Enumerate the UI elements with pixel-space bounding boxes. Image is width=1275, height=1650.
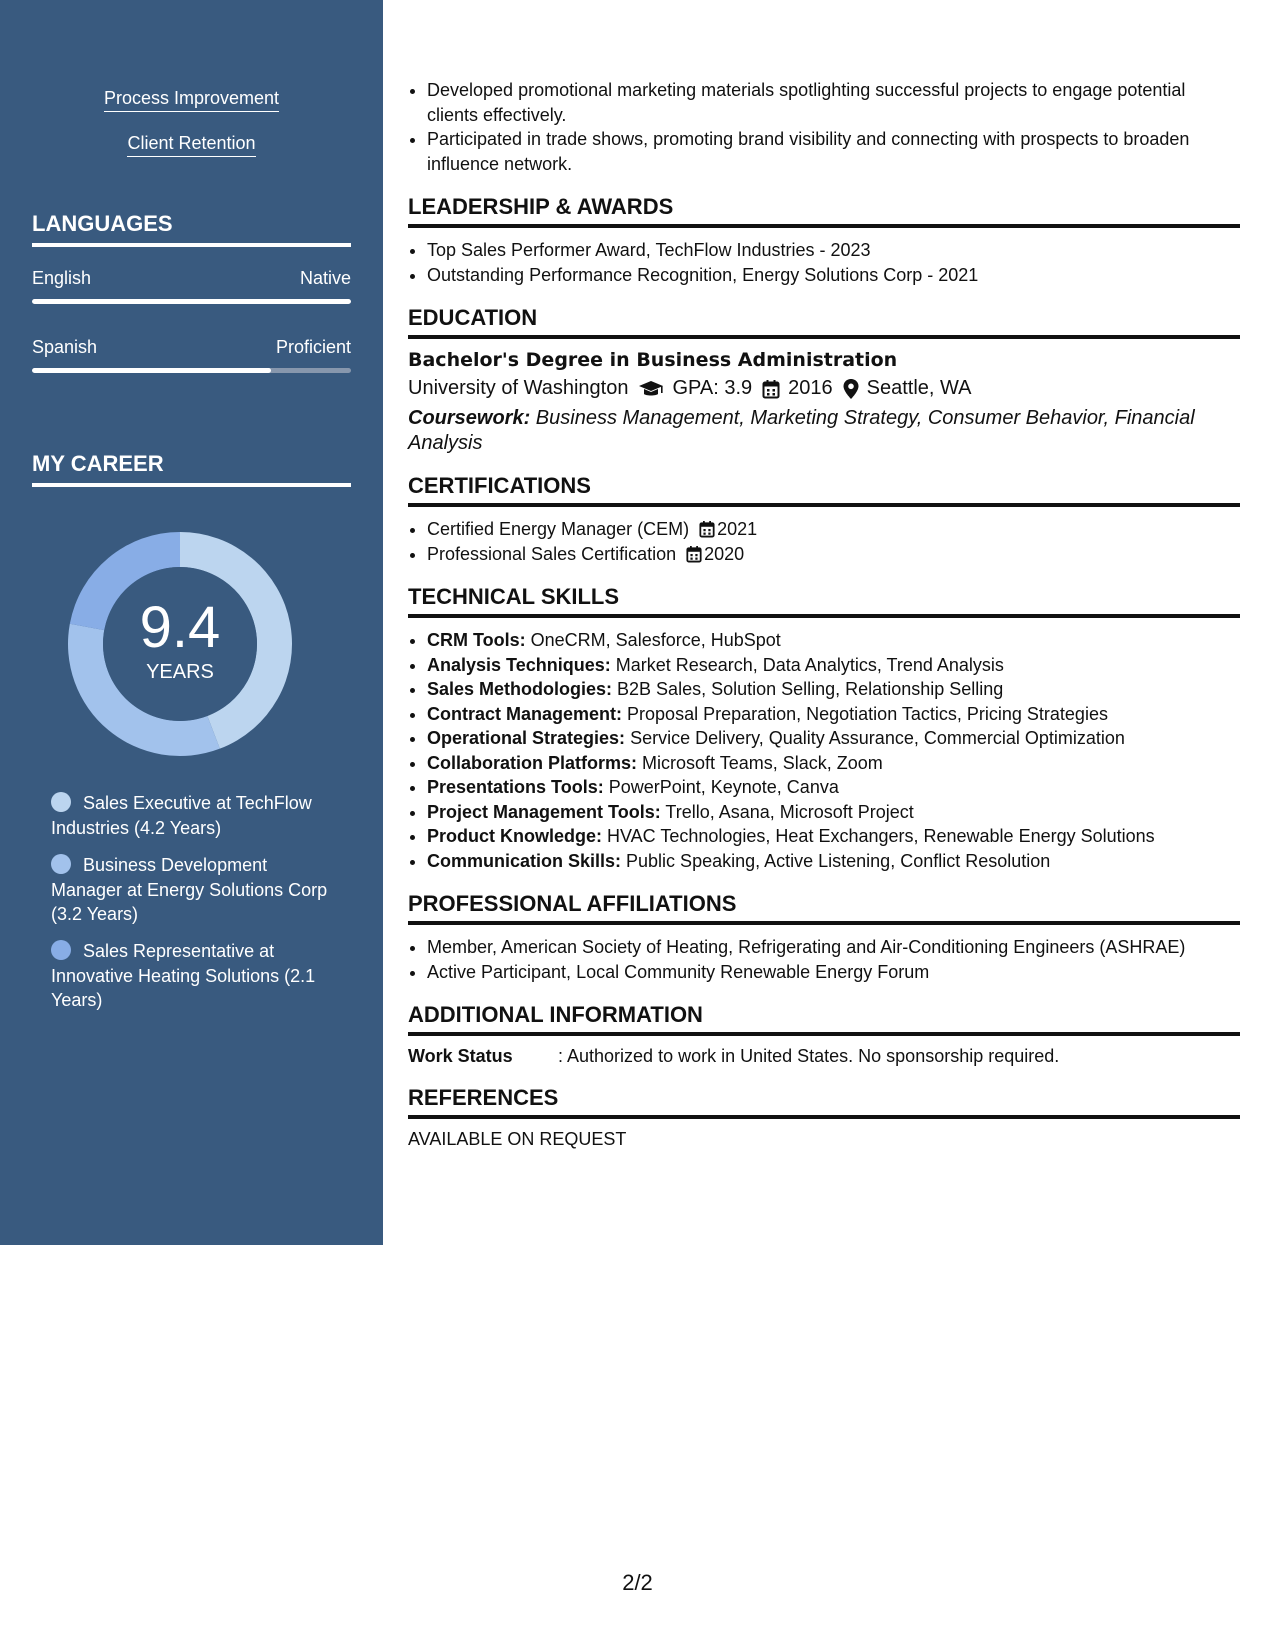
donut-center — [65, 529, 295, 759]
school-name: University of Washington — [408, 377, 629, 399]
certifications-list — [408, 517, 1240, 566]
certification-item — [427, 542, 1240, 567]
skill-category: Sales Methodologies: — [427, 679, 613, 699]
technical-skill-item — [427, 849, 1240, 874]
certification-year: 2021 — [717, 519, 758, 539]
career-item-label: Sales Representative at Innovative Heating Solutions (2.1 Years) — [51, 941, 316, 1010]
language-level: Proficient — [275, 337, 351, 357]
legend-dot-icon — [51, 940, 71, 960]
career-item — [51, 939, 341, 1013]
certification-item — [427, 517, 1240, 542]
school-location: Seattle, WA — [866, 377, 972, 399]
language-name: Spanish — [32, 337, 98, 357]
skill-category: Operational Strategies: — [427, 728, 626, 748]
legend-dot-icon — [51, 854, 71, 874]
calendar-icon — [686, 545, 702, 563]
certifications-heading: CERTIFICATIONS — [408, 473, 1240, 507]
skill-values: B2B Sales, Solution Selling, Relationship Selling — [612, 679, 1004, 699]
language-row — [32, 268, 351, 289]
technical-skill-item — [427, 677, 1240, 702]
coursework — [408, 406, 1240, 455]
skill-category: CRM Tools: — [427, 630, 526, 650]
technical-skill-item — [427, 628, 1240, 653]
graduation-cap-icon — [638, 379, 664, 399]
leadership-heading: LEADERSHIP & AWARDS — [408, 194, 1240, 228]
skill-category: Project Management Tools: — [427, 801, 661, 822]
calendar-icon — [699, 520, 715, 538]
main-content — [408, 78, 1240, 1150]
skill-tag — [0, 88, 383, 112]
gpa-value: GPA: 3.9 — [672, 377, 753, 399]
work-status-value: : Authorized to work in United States. No sponsorship required. — [558, 1046, 1060, 1066]
skill-values: Microsoft Teams, Slack, Zoom — [637, 752, 883, 773]
education-details — [408, 377, 1240, 400]
location-pin-icon — [843, 379, 859, 399]
career-donut-chart — [65, 529, 295, 759]
skill-values: HVAC Technologies, Heat Exchangers, Renewable Energy Solutions — [602, 826, 1155, 846]
references-heading: REFERENCES — [408, 1085, 1240, 1119]
technical-skill-item — [427, 702, 1240, 727]
certification-year: 2020 — [704, 543, 745, 564]
affiliations-list — [408, 935, 1240, 984]
certification-name: Certified Energy Manager (CEM) — [427, 519, 690, 539]
affiliation-item: • Member, American Society of Heating, Refrigerating and Air-Conditioning Engineers (ASHRAE) — [427, 935, 1240, 960]
career-item-label: Sales Executive at TechFlow Industries (4.2 Years) — [51, 793, 312, 838]
technical-skill-item — [427, 726, 1240, 751]
certification-name: Professional Sales Certification — [427, 543, 677, 564]
technical-skill-item — [427, 653, 1240, 678]
leadership-list — [408, 238, 1240, 287]
skill-category: Product Knowledge: — [427, 826, 602, 846]
skill-category: Collaboration Platforms: — [427, 752, 638, 773]
education-heading: EDUCATION — [408, 305, 1240, 339]
career-unit: YEARS — [146, 660, 214, 683]
affiliations-heading: PROFESSIONAL AFFILIATIONS — [408, 891, 1240, 925]
skill-label: Process Improvement — [104, 88, 279, 112]
skill-label: Client Retention — [127, 133, 255, 157]
career-heading: MY CAREER — [32, 451, 351, 487]
language-bar-fill — [32, 368, 271, 373]
technical-skill-item — [427, 775, 1240, 800]
language-level: Native — [299, 268, 351, 288]
sidebar — [0, 0, 383, 1245]
skill-values: PowerPoint, Keynote, Canva — [603, 777, 839, 797]
technical-skills-heading: TECHNICAL SKILLS — [408, 584, 1240, 618]
career-item-label: Business Development Manager at Energy Solutions Corp (3.2 Years) — [51, 855, 328, 924]
language-row — [32, 337, 351, 358]
skill-values: Trello, Asana, Microsoft Project — [660, 801, 914, 822]
career-item — [51, 853, 341, 927]
experience-bullets — [408, 78, 1240, 176]
leadership-item: • Top Sales Performer Award, TechFlow Industries - 2023 — [427, 238, 1240, 263]
skill-category: Contract Management: — [427, 703, 623, 724]
career-item — [51, 791, 341, 840]
experience-bullet: • Developed promotional marketing materials spotlighting successful projects to engage potential clients effectively. — [427, 78, 1240, 127]
languages-heading: LANGUAGES — [32, 211, 351, 247]
skill-values: Market Research, Data Analytics, Trend Analysis — [610, 654, 1004, 675]
language-bar-fill — [32, 299, 351, 304]
technical-skill-item — [427, 800, 1240, 825]
leadership-item: • Outstanding Performance Recognition, Energy Solutions Corp - 2021 — [427, 263, 1240, 288]
skill-values: OneCRM, Salesforce, HubSpot — [525, 630, 781, 650]
coursework-label: Coursework: — [408, 407, 531, 429]
affiliation-item: • Active Participant, Local Community Renewable Energy Forum — [427, 960, 1240, 985]
work-status-label: Work Status — [408, 1046, 513, 1066]
language-bar — [32, 299, 351, 304]
career-total: 9.4 — [139, 594, 221, 660]
degree-title: Bachelor's Degree in Business Administration — [408, 349, 898, 371]
work-status-row — [408, 1046, 1240, 1067]
legend-dot-icon — [51, 792, 71, 812]
skill-category: Presentations Tools: — [427, 777, 604, 797]
page-number: 2/2 — [622, 1570, 653, 1595]
technical-skills-list — [408, 628, 1240, 873]
additional-info-heading: ADDITIONAL INFORMATION — [408, 1002, 1240, 1036]
skill-values: Service Delivery, Quality Assurance, Commercial Optimization — [625, 728, 1125, 748]
language-name: English — [32, 268, 92, 288]
skill-category: Analysis Techniques: — [427, 654, 611, 675]
references-value: AVAILABLE ON REQUEST — [408, 1129, 627, 1149]
technical-skill-item — [427, 824, 1240, 849]
coursework-value: Business Management, Marketing Strategy, Consumer Behavior, Financial Analysis — [408, 407, 1195, 454]
calendar-icon — [762, 379, 780, 399]
graduation-year: 2016 — [788, 377, 833, 399]
skill-values: Proposal Preparation, Negotiation Tactics, Pricing Strategies — [622, 703, 1108, 724]
skill-values: Public Speaking, Active Listening, Conflict Resolution — [621, 850, 1051, 871]
technical-skill-item — [427, 751, 1240, 776]
skill-tag — [0, 133, 383, 157]
language-bar — [32, 368, 351, 373]
experience-bullet: • Participated in trade shows, promoting brand visibility and connecting with prospects to broaden influence network. — [427, 127, 1240, 176]
skill-category: Communication Skills: — [427, 850, 622, 871]
